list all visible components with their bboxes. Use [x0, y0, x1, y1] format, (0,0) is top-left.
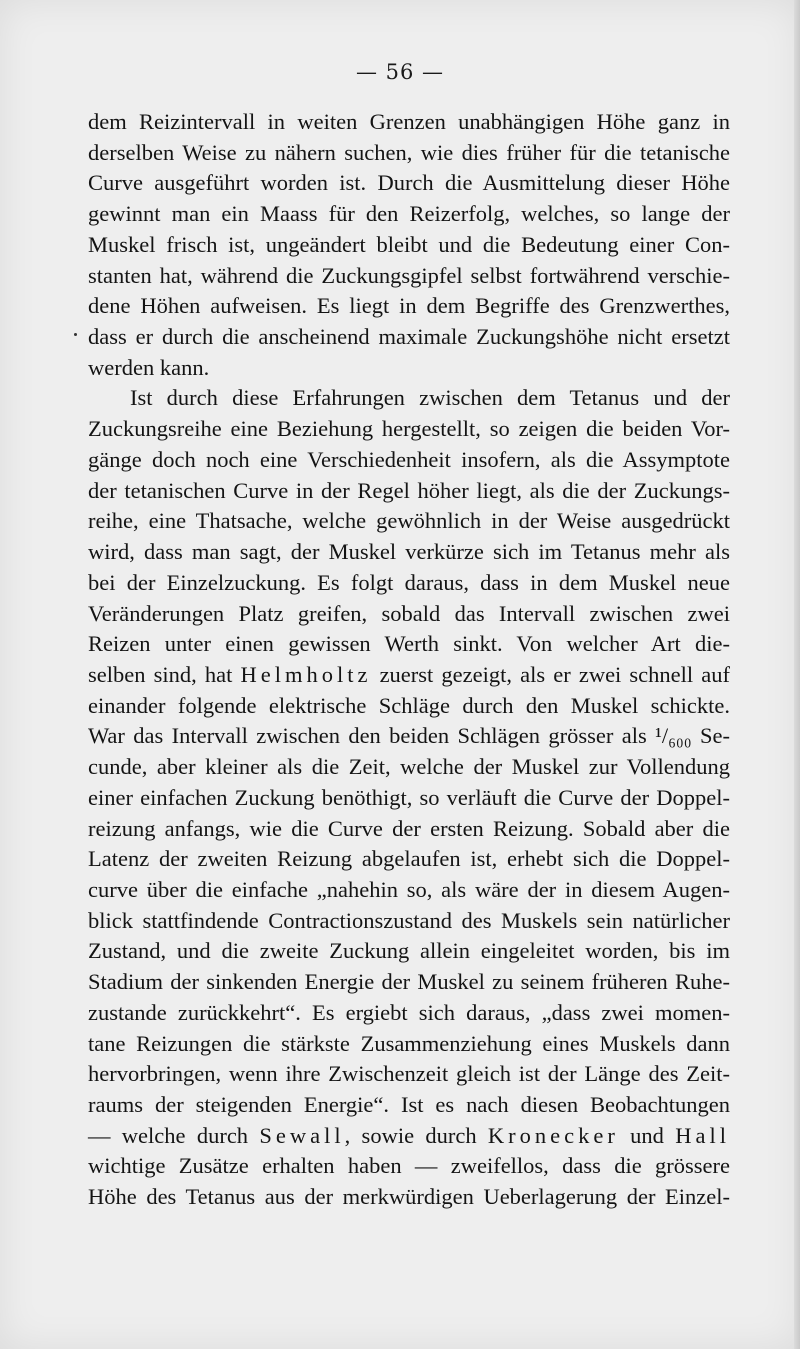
- page-number: — 56 —: [355, 60, 445, 84]
- text-segment: — welche durch: [88, 1122, 260, 1148]
- text-line: reizung anfangs, wie die Curve der ersten Reizung. Sobald aber die: [88, 815, 730, 841]
- text-line: raums der steigenden Energie“. Ist es nach diesen Beobachtungen: [88, 1092, 730, 1117]
- text-line: Veränderungen Platz greifen, sobald das Intervall zwischen zwei: [88, 600, 730, 626]
- text-line: Höhe des Tetanus aus der merkwürdigen Ueberlagerung der Einzel-: [88, 1184, 730, 1210]
- name-emphasis: Kronecker: [487, 1122, 619, 1148]
- text-line: Reizen unter einen gewissen Werth sinkt. Von welcher Art die-: [88, 631, 730, 657]
- text-line: Latenz der zweiten Reizung abgelaufen ist, erhebt sich die Doppel-: [88, 846, 730, 872]
- text-line: dass er durch die anscheinend maximale Zuckungshöhe nicht ersetzt: [88, 324, 730, 350]
- text-line: tane Reizungen die stärkste Zusammenziehung eines Muskels dann: [88, 1030, 730, 1056]
- text-line: cunde, aber kleiner als die Zeit, welche der Muskel zur Vollendung: [88, 754, 730, 780]
- text-line: der tetanischen Curve in der Regel höher liegt, als die der Zuckungs-: [88, 477, 730, 503]
- text-line: Zuckungsreihe eine Beziehung hergestellt, so zeigen die beiden Vor-: [88, 416, 730, 442]
- body-text: [88, 107, 730, 1213]
- text-line: Curve ausgeführt worden ist. Durch die Ausmittelung dieser Höhe: [88, 170, 730, 196]
- text-line: derselben Weise zu nähern suchen, wie dies früher für die tetanische: [88, 139, 730, 165]
- text-line: hervorbringen, wenn ihre Zwischenzeit gleich ist der Länge des Zeit-: [88, 1061, 730, 1087]
- text-line: reihe, eine Thatsache, welche gewöhnlich in der Weise ausgedrückt: [88, 508, 730, 534]
- text-segment: , sowie durch: [344, 1122, 488, 1148]
- name-emphasis: Helmholtz: [240, 661, 372, 687]
- text-line: curve über die einfache „nahehin so, als wäre der in diesem Augen-: [88, 876, 730, 902]
- text-line: [88, 1121, 730, 1152]
- name-emphasis: Sewall: [259, 1122, 345, 1148]
- text-line: Ist durch diese Erfahrungen zwischen dem Tetanus und der: [130, 385, 730, 411]
- text-line: einander folgende elektrische Schläge durch den Muskel schickte.: [88, 692, 730, 718]
- text-line: dene Höhen aufweisen. Es liegt in dem Begriffe des Grenzwerthes,: [88, 293, 730, 319]
- text-segment: und: [618, 1122, 676, 1148]
- text-segment: zuerst gezeigt, als er zwei schnell auf: [371, 661, 731, 687]
- text-line: [88, 660, 730, 691]
- text-line: blick stattfindende Contractionszustand des Muskels sein natürlicher: [88, 907, 730, 933]
- text-line: Stadium der sinkenden Energie der Muskel zu seinem früheren Ruhe-: [88, 969, 730, 995]
- ink-speck: [74, 333, 77, 336]
- text-line: War das Intervall zwischen den beiden Schlägen grösser als ¹/₆₀₀ Se-: [88, 723, 730, 749]
- name-emphasis: Hall: [675, 1122, 730, 1148]
- text-line: zustande zurückkehrt“. Es ergiebt sich daraus, „dass zwei momen-: [88, 999, 730, 1025]
- text-line: Zustand, und die zweite Zuckung allein eingeleitet worden, bis im: [88, 938, 730, 964]
- text-line: wichtige Zusätze erhalten haben — zweifellos, dass die grössere: [88, 1153, 730, 1179]
- text-segment: selben sind, hat: [88, 661, 241, 687]
- text-line: gewinnt man ein Maass für den Reizerfolg, welches, so lange der: [88, 201, 730, 227]
- text-line: werden kann.: [88, 354, 210, 380]
- text-line: dem Reizintervall in weiten Grenzen unabhängigen Höhe ganz in: [88, 109, 730, 134]
- text-line: wird, dass man sagt, der Muskel verkürze sich im Tetanus mehr als: [88, 539, 730, 565]
- text-line: bei der Einzelzuckung. Es folgt daraus, dass in dem Muskel neue: [88, 569, 730, 595]
- text-line: stanten hat, während die Zuckungsgipfel selbst fortwährend verschie-: [88, 262, 730, 288]
- text-line: gänge doch noch eine Verschiedenheit insofern, als die Assymptote: [88, 446, 730, 472]
- text-line: einer einfachen Zuckung benöthigt, so verläuft die Curve der Doppel-: [88, 784, 730, 810]
- text-line: Muskel frisch ist, ungeändert bleibt und die Bedeutung einer Con-: [88, 231, 730, 257]
- page-edge: [794, 0, 800, 1349]
